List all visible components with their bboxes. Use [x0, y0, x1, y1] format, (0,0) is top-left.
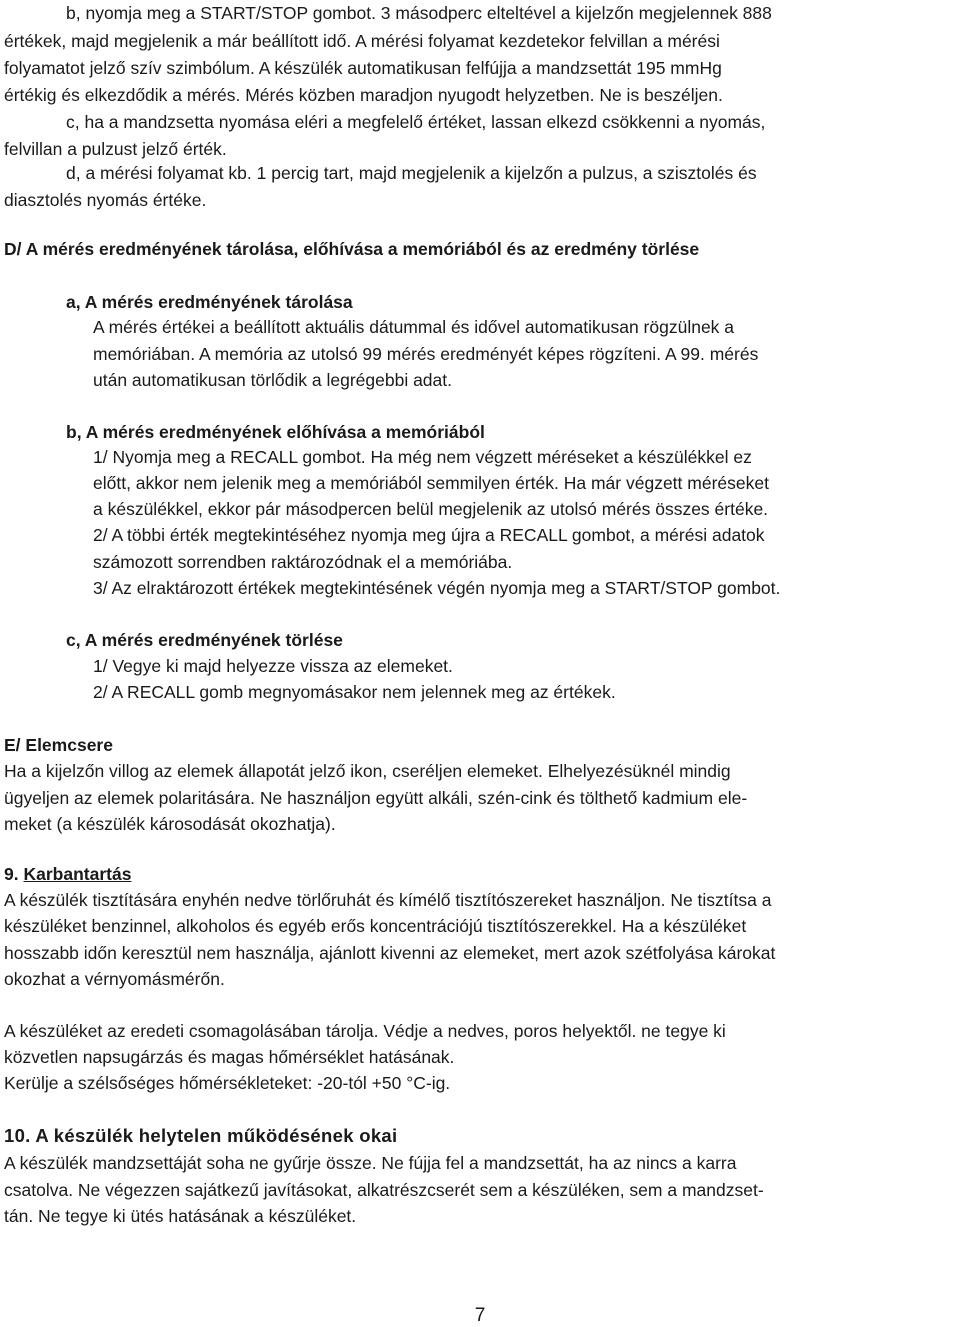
paragraph-line: előtt, akkor nem jelenik meg a memóriából semmilyen érték. Ha már végzett méréseket: [93, 473, 769, 493]
section-9-heading: [4, 863, 131, 885]
paragraph-line: 2/ A többi érték megtekintéséhez nyomja meg újra a RECALL gombot, a mérési adatok: [93, 525, 765, 545]
paragraph-line: értékek, majd megjelenik a már beállított idő. A mérési folyamat kezdetekor felvillan a mérési: [4, 31, 720, 51]
paragraph-line: a készülékkel, ekkor pár másodpercen belül megjelenik az utolsó mérés összes értéke.: [93, 499, 769, 519]
paragraph-line: A készüléket az eredeti csomagolásában tárolja. Védje a nedves, poros helyektől. ne tegye ki: [4, 1021, 726, 1041]
paragraph-line: diasztolés nyomás értéke.: [4, 190, 207, 210]
paragraph-line: 1/ Nyomja meg a RECALL gombot. Ha még nem végzett méréseket a készülékkel ez: [93, 447, 752, 467]
section-d-heading: D/ A mérés eredményének tárolása, előhívása a memóriából és az eredmény törlése: [4, 239, 700, 259]
subsection-b-heading: b, A mérés eredményének előhívása a memóriából: [66, 422, 485, 442]
paragraph-line: után automatikusan törlődik a legrégebbi adat.: [93, 370, 452, 390]
paragraph-line: memóriában. A memória az utolsó 99 mérés eredményét képes rögzíteni. A 99. mérés: [93, 344, 759, 364]
paragraph-line: b, nyomja meg a START/STOP gombot. 3 másodperc elteltével a kijelzőn megjelennek 888: [66, 3, 772, 23]
paragraph-line: tán. Ne tegye ki ütés hatásának a készüléket.: [4, 1206, 357, 1226]
paragraph-line: folyamatot jelző szív szimbólum. A készülék automatikusan felfújja a mandzsettát 195 mmHg: [4, 58, 722, 78]
paragraph-line: Kerülje a szélsőséges hőmérsékleteket: -20-tól +50 °C-ig.: [4, 1073, 451, 1093]
paragraph-line: közvetlen napsugárzás és magas hőmérséklet hatásának.: [4, 1047, 455, 1067]
paragraph-line: értékig és elkezdődik a mérés. Mérés közben maradjon nyugodt helyzetben. Ne is beszéljen.: [4, 85, 723, 105]
paragraph-line: 3/ Az elraktározott értékek megtekintésének végén nyomja meg a START/STOP gombot.: [93, 578, 781, 598]
paragraph-line: A készülék tisztítására enyhén nedve törlőruhát és kímélő tisztítószereket használjon. Ne tisztítsa a: [4, 890, 772, 910]
paragraph-line: felvillan a pulzust jelző érték.: [4, 139, 227, 159]
paragraph-line: 2/ A RECALL gomb megnyomásakor nem jelennek meg az értékek.: [93, 682, 616, 702]
paragraph-line: d, a mérési folyamat kb. 1 percig tart, majd megjelenik a kijelzőn a pulzus, a szisztolés és: [66, 163, 757, 183]
paragraph-line: csatolva. Ne végezzen sajátkezű javításokat, alkatrészcserét sem a készüléken, sem a mandzset-: [4, 1180, 764, 1200]
subsection-a-heading: a, A mérés eredményének tárolása: [66, 292, 353, 312]
paragraph-line: készüléket benzinnel, alkoholos és egyéb erős koncentrációjú tisztítószerekkel. Ha a készüléket: [4, 916, 747, 936]
paragraph-line: 1/ Vegye ki majd helyezze vissza az elemeket.: [93, 656, 453, 676]
paragraph-line: c, ha a mandzsetta nyomása eléri a megfelelő értéket, lassan elkezd csökkenni a nyomás,: [66, 112, 766, 132]
paragraph-line: okozhat a vérnyomásmérőn.: [4, 969, 225, 989]
paragraph-line: meket (a készülék károsodását okozhatja).: [4, 814, 336, 834]
paragraph-line: A készülék mandzsettáját soha ne gyűrje össze. Ne fújja fel a mandzsettát, ha az nincs a karra: [4, 1153, 737, 1173]
section-9-number: 9.: [4, 864, 19, 884]
paragraph-line: hosszabb időn keresztül nem használja, ajánlott kivenni az elemeket, mert azok szétfolyása károkat: [4, 943, 776, 963]
paragraph-line: Ha a kijelzőn villog az elemek állapotát jelző ikon, cseréljen elemeket. Elhelyezésüknél mindig: [4, 761, 731, 781]
subsection-c-heading: c, A mérés eredményének törlése: [66, 630, 343, 650]
paragraph-line: ügyeljen az elemek polaritására. Ne használjon együtt alkáli, szén-cink és tölthető kadmium ele-: [4, 788, 748, 808]
paragraph-line: A mérés értékei a beállított aktuális dátummal és idővel automatikusan rögzülnek a: [93, 317, 735, 337]
section-e-heading: E/ Elemcsere: [4, 735, 113, 755]
paragraph-line: számozott sorrendben raktározódnak el a memóriába.: [93, 552, 513, 572]
section-10-heading: 10. A készülék helytelen működésének okai: [4, 1125, 398, 1146]
page-number: 7: [474, 1305, 486, 1326]
section-9-title: Karbantartás: [23, 864, 132, 884]
